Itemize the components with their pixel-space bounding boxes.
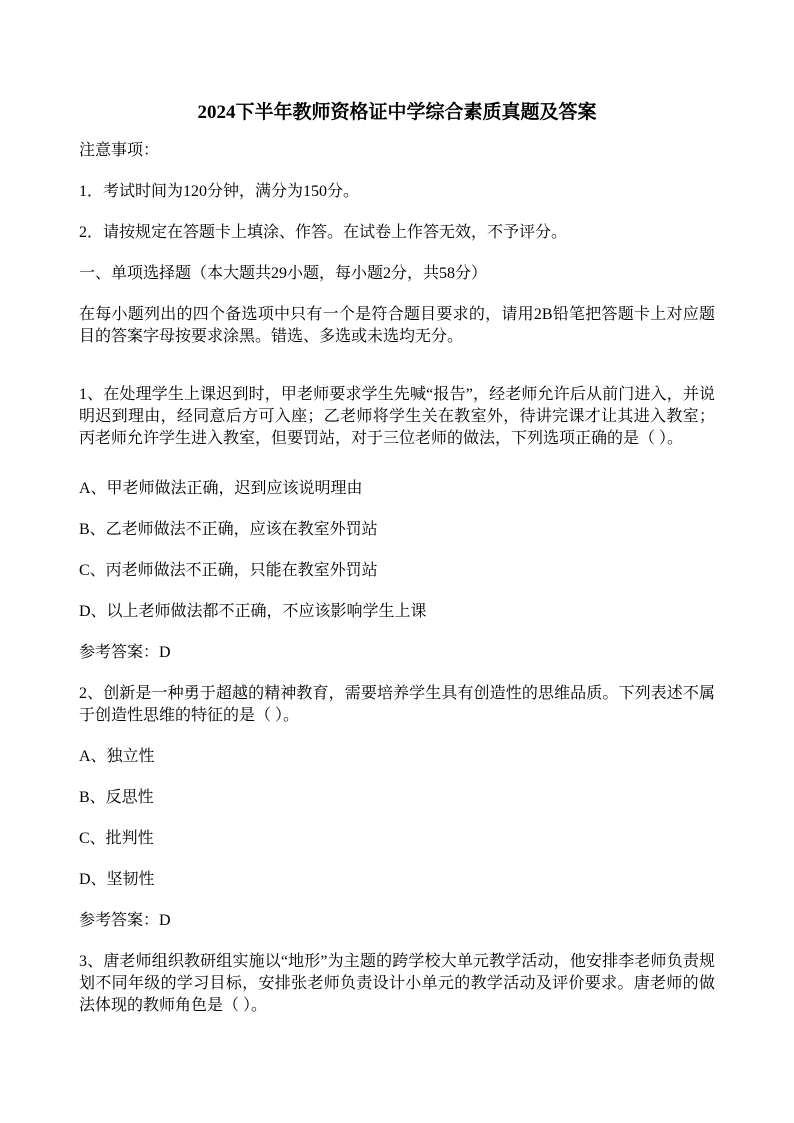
question-1-option-d: D、以上老师做法都不正确，不应该影响学生上课: [79, 603, 427, 620]
question-2-option-b: B、反思性: [79, 789, 154, 806]
question-1-stem: 1、在处理学生上课迟到时，甲老师要求学生先喊“报告”，经老师允许后从前门进入，并说明迟到理由，经同意后方可入座；乙老师将学生关在教室外，待讲完课才让其进入教室；丙老师允许学生进入教室，但要罚站，对于三位老师的做法，下列选项正确的是（ ）。: [79, 386, 715, 447]
notice-item-2: 2．请按规定在答题卡上填涂、作答。在试卷上作答无效，不予评分。: [79, 224, 568, 241]
page-title: 2024下半年教师资格证中学综合素质真题及答案: [197, 102, 597, 123]
question-2-answer: 参考答案：D: [79, 912, 171, 929]
question-1-option-a: A、甲老师做法正确，迟到应该说明理由: [79, 480, 363, 497]
notice-item-1: 1．考试时间为120分钟，满分为150分。: [79, 183, 360, 200]
question-2-option-c: C、批判性: [79, 830, 154, 847]
section-heading: 一、单项选择题（本大题共29小题，每小题2分，共58分）: [79, 265, 488, 282]
question-2: [79, 683, 715, 932]
question-3: [79, 951, 715, 1017]
question-1-answer: 参考答案：D: [79, 644, 171, 661]
question-1-option-c: C、丙老师做法不正确，只能在教室外罚站: [79, 562, 378, 579]
question-2-option-d: D、坚韧性: [79, 871, 155, 888]
question-1-option-b: B、乙老师做法不正确，应该在教室外罚站: [79, 521, 378, 538]
question-3-stem: 3、唐老师组织教研组实施以“地形”为主题的跨学校大单元教学活动，他安排李老师负责规划不同年级的学习目标，安排张老师负责设计小单元的教学活动及评价要求。唐老师的做法体现的教师角色是（ ）。: [79, 953, 715, 1014]
question-2-stem: 2、创新是一种勇于超越的精神教育，需要培养学生具有创造性的思维品质。下列表述不属于创造性思维的特征的是（ ）。: [79, 685, 715, 724]
section-intro: 在每小题列出的四个备选项中只有一个是符合题目要求的，请用2B铅笔把答题卡上对应题目的答案字母按要求涂黑。错选、多选或未选均无分。: [79, 306, 715, 345]
question-2-option-a: A、独立性: [79, 748, 155, 765]
question-1: [79, 384, 715, 664]
notice-heading: 注意事项：: [79, 142, 160, 159]
